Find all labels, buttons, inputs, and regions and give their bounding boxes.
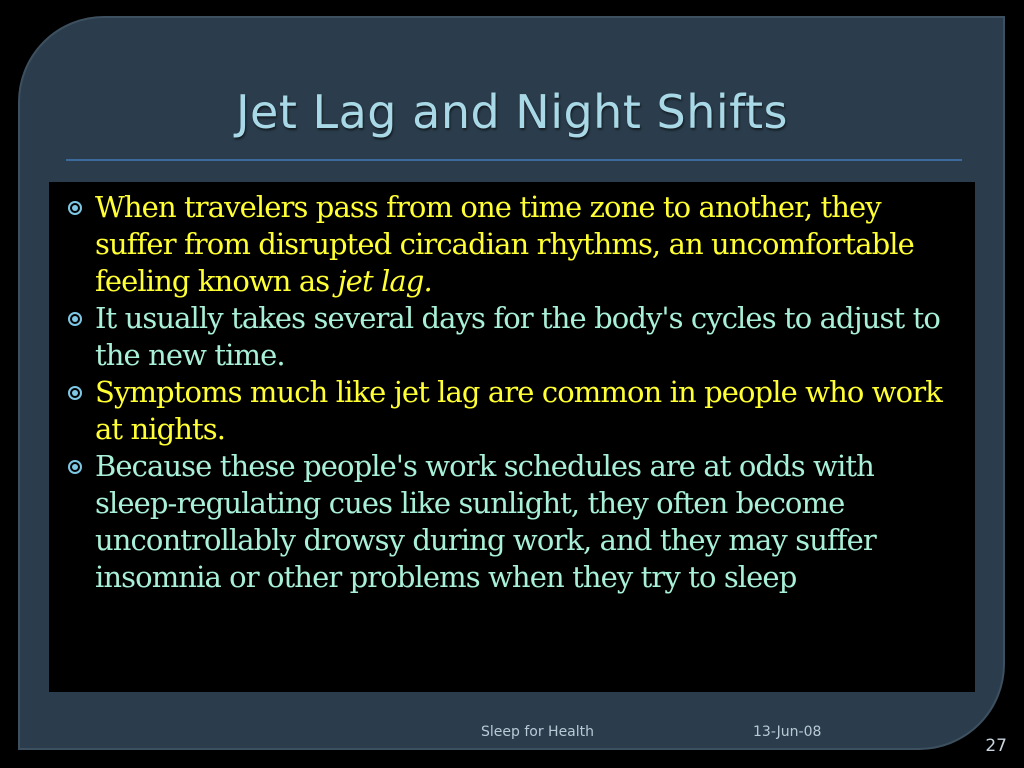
radio-bullet-icon [68,386,82,400]
bullet-text: When travelers pass from one time zone to another, they suffer from disrupted circadian rhythms, an uncomfortable feeling known as [95,190,914,298]
footer-date: 13-Jun-08 [753,724,822,740]
radio-bullet-icon [68,312,82,326]
bullet-item [49,189,951,300]
bullet-text: It usually takes several days for the body's cycles to adjust to the new time. [95,301,940,372]
radio-bullet-icon [68,460,82,474]
title-divider [66,159,962,161]
page-number: 27 [985,736,1007,756]
bullet-list [49,182,975,596]
bullet-emphasis: jet lag. [337,264,432,298]
bullet-item [49,448,951,596]
bullet-item [49,300,951,374]
bullet-text: Symptoms much like jet lag are common in people who work at nights. [95,375,942,446]
slide-title: Jet Lag and Night Shifts [235,85,789,139]
content-box [49,182,975,692]
footer-text: Sleep for Health [481,724,595,740]
radio-bullet-icon [68,201,82,215]
bullet-item [49,374,951,448]
bullet-text: Because these people's work schedules are at odds with sleep-regulating cues like sunlight, they often become uncontrollably drowsy during work, and they may suffer insomnia or other problems when they try to sleep [95,449,876,594]
